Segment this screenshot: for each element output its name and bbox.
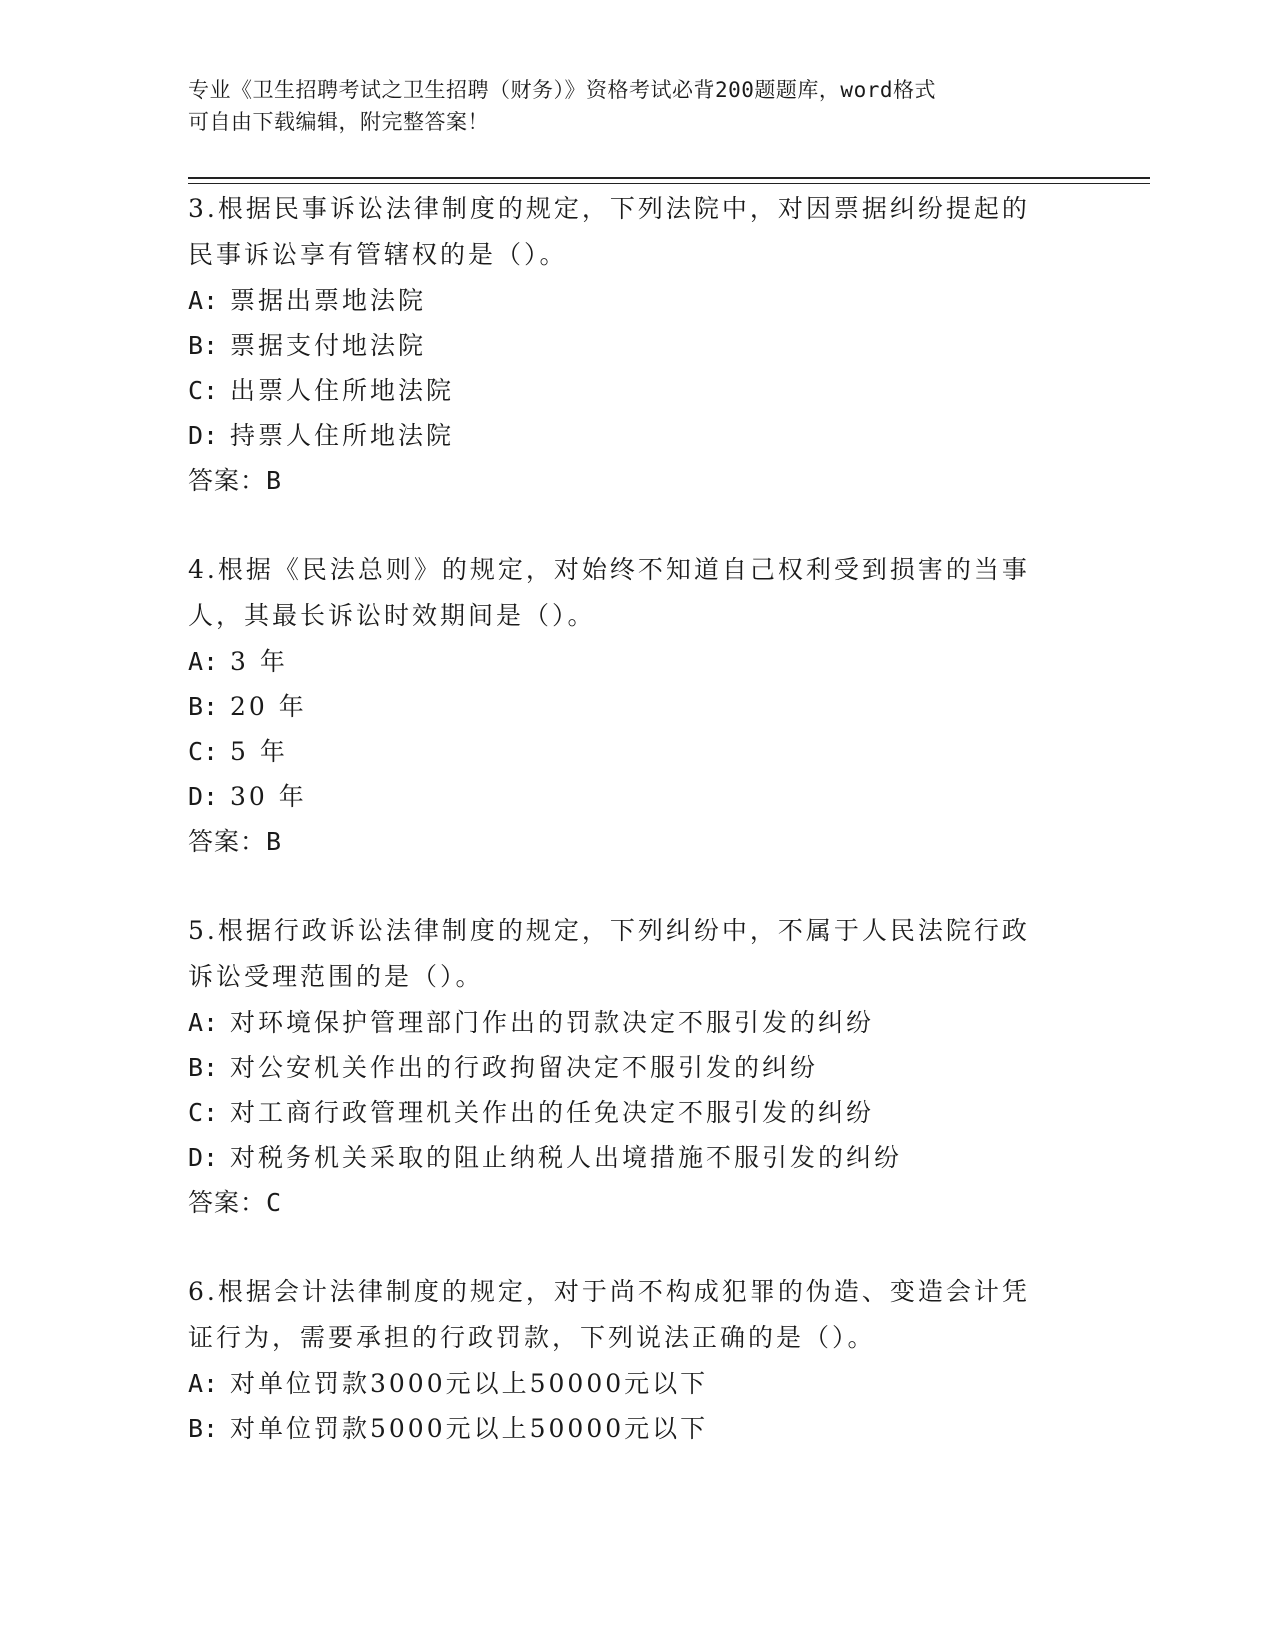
option-letter: D: bbox=[188, 782, 219, 811]
option-letter: B: bbox=[188, 1414, 219, 1443]
option-a bbox=[188, 1000, 1088, 1045]
option-c bbox=[188, 1090, 1088, 1135]
answer-value: B bbox=[266, 827, 283, 856]
option-letter: B: bbox=[188, 331, 219, 360]
option-letter: A: bbox=[188, 647, 219, 676]
question-3 bbox=[188, 186, 1088, 503]
option-text: 3 年 bbox=[230, 647, 288, 676]
question-stem bbox=[188, 1269, 1088, 1361]
option-text: 20 年 bbox=[230, 692, 307, 721]
answer-label: 答案： bbox=[188, 827, 267, 856]
stem-line: 证行为，需要承担的行政罚款，下列说法正确的是（）。 bbox=[188, 1323, 876, 1352]
option-text: 30 年 bbox=[230, 782, 307, 811]
answer-value: B bbox=[266, 466, 283, 495]
option-b bbox=[188, 323, 1088, 368]
answer-line bbox=[188, 1180, 1088, 1225]
header-rule-thick bbox=[188, 177, 1150, 179]
option-c bbox=[188, 368, 1088, 413]
question-stem bbox=[188, 547, 1088, 639]
document-header bbox=[188, 74, 1068, 138]
option-letter: C: bbox=[188, 376, 219, 405]
option-d bbox=[188, 774, 1088, 819]
question-list bbox=[188, 186, 1088, 1495]
header-title-line-2: 可自由下载编辑，附完整答案！ bbox=[188, 110, 489, 134]
option-letter: C: bbox=[188, 737, 219, 766]
question-6 bbox=[188, 1269, 1088, 1451]
header-title-line-1: 专业《卫生招聘考试之卫生招聘（财务）》资格考试必背200题题库，word格式 bbox=[188, 78, 936, 102]
option-letter: C: bbox=[188, 1098, 219, 1127]
answer-line bbox=[188, 458, 1088, 503]
stem-line: 诉讼受理范围的是（）。 bbox=[188, 962, 484, 991]
option-b bbox=[188, 1406, 1088, 1451]
option-a bbox=[188, 639, 1088, 684]
option-letter: A: bbox=[188, 1369, 219, 1398]
header-rule-thin bbox=[188, 183, 1150, 184]
option-a bbox=[188, 1361, 1088, 1406]
option-text: 票据支付地法院 bbox=[230, 331, 427, 360]
answer-line bbox=[188, 819, 1088, 864]
question-stem bbox=[188, 908, 1088, 1000]
option-text: 对工商行政管理机关作出的任免决定不服引发的纠纷 bbox=[230, 1098, 875, 1127]
option-text: 出票人住所地法院 bbox=[230, 376, 455, 405]
option-text: 对单位罚款3000元以上50000元以下 bbox=[230, 1369, 709, 1398]
option-letter: B: bbox=[188, 1053, 219, 1082]
question-4 bbox=[188, 547, 1088, 864]
option-letter: D: bbox=[188, 1143, 219, 1172]
option-letter: D: bbox=[188, 421, 219, 450]
option-text: 票据出票地法院 bbox=[230, 286, 427, 315]
option-text: 5 年 bbox=[230, 737, 288, 766]
stem-line: 4.根据《民法总则》的规定，对始终不知道自己权利受到损害的当事 bbox=[188, 555, 1030, 584]
option-c bbox=[188, 729, 1088, 774]
option-text: 对环境保护管理部门作出的罚款决定不服引发的纠纷 bbox=[230, 1008, 875, 1037]
stem-line: 3.根据民事诉讼法律制度的规定，下列法院中，对因票据纠纷提起的 bbox=[188, 194, 1030, 223]
question-5 bbox=[188, 908, 1088, 1225]
option-text: 对税务机关采取的阻止纳税人出境措施不服引发的纠纷 bbox=[230, 1143, 903, 1172]
question-stem bbox=[188, 186, 1088, 278]
option-a bbox=[188, 278, 1088, 323]
option-letter: A: bbox=[188, 1008, 219, 1037]
option-text: 对单位罚款5000元以上50000元以下 bbox=[230, 1414, 709, 1443]
option-b bbox=[188, 684, 1088, 729]
option-d bbox=[188, 1135, 1088, 1180]
option-letter: A: bbox=[188, 286, 219, 315]
answer-label: 答案： bbox=[188, 466, 267, 495]
stem-line: 6.根据会计法律制度的规定，对于尚不构成犯罪的伪造、变造会计凭 bbox=[188, 1277, 1030, 1306]
option-letter: B: bbox=[188, 692, 219, 721]
answer-value: C bbox=[266, 1188, 283, 1217]
option-d bbox=[188, 413, 1088, 458]
option-b bbox=[188, 1045, 1088, 1090]
option-text: 对公安机关作出的行政拘留决定不服引发的纠纷 bbox=[230, 1053, 819, 1082]
stem-line: 人，其最长诉讼时效期间是（）。 bbox=[188, 601, 596, 630]
option-text: 持票人住所地法院 bbox=[230, 421, 455, 450]
stem-line: 5.根据行政诉讼法律制度的规定，下列纠纷中，不属于人民法院行政 bbox=[188, 916, 1030, 945]
answer-label: 答案： bbox=[188, 1188, 267, 1217]
stem-line: 民事诉讼享有管辖权的是（）。 bbox=[188, 240, 568, 269]
